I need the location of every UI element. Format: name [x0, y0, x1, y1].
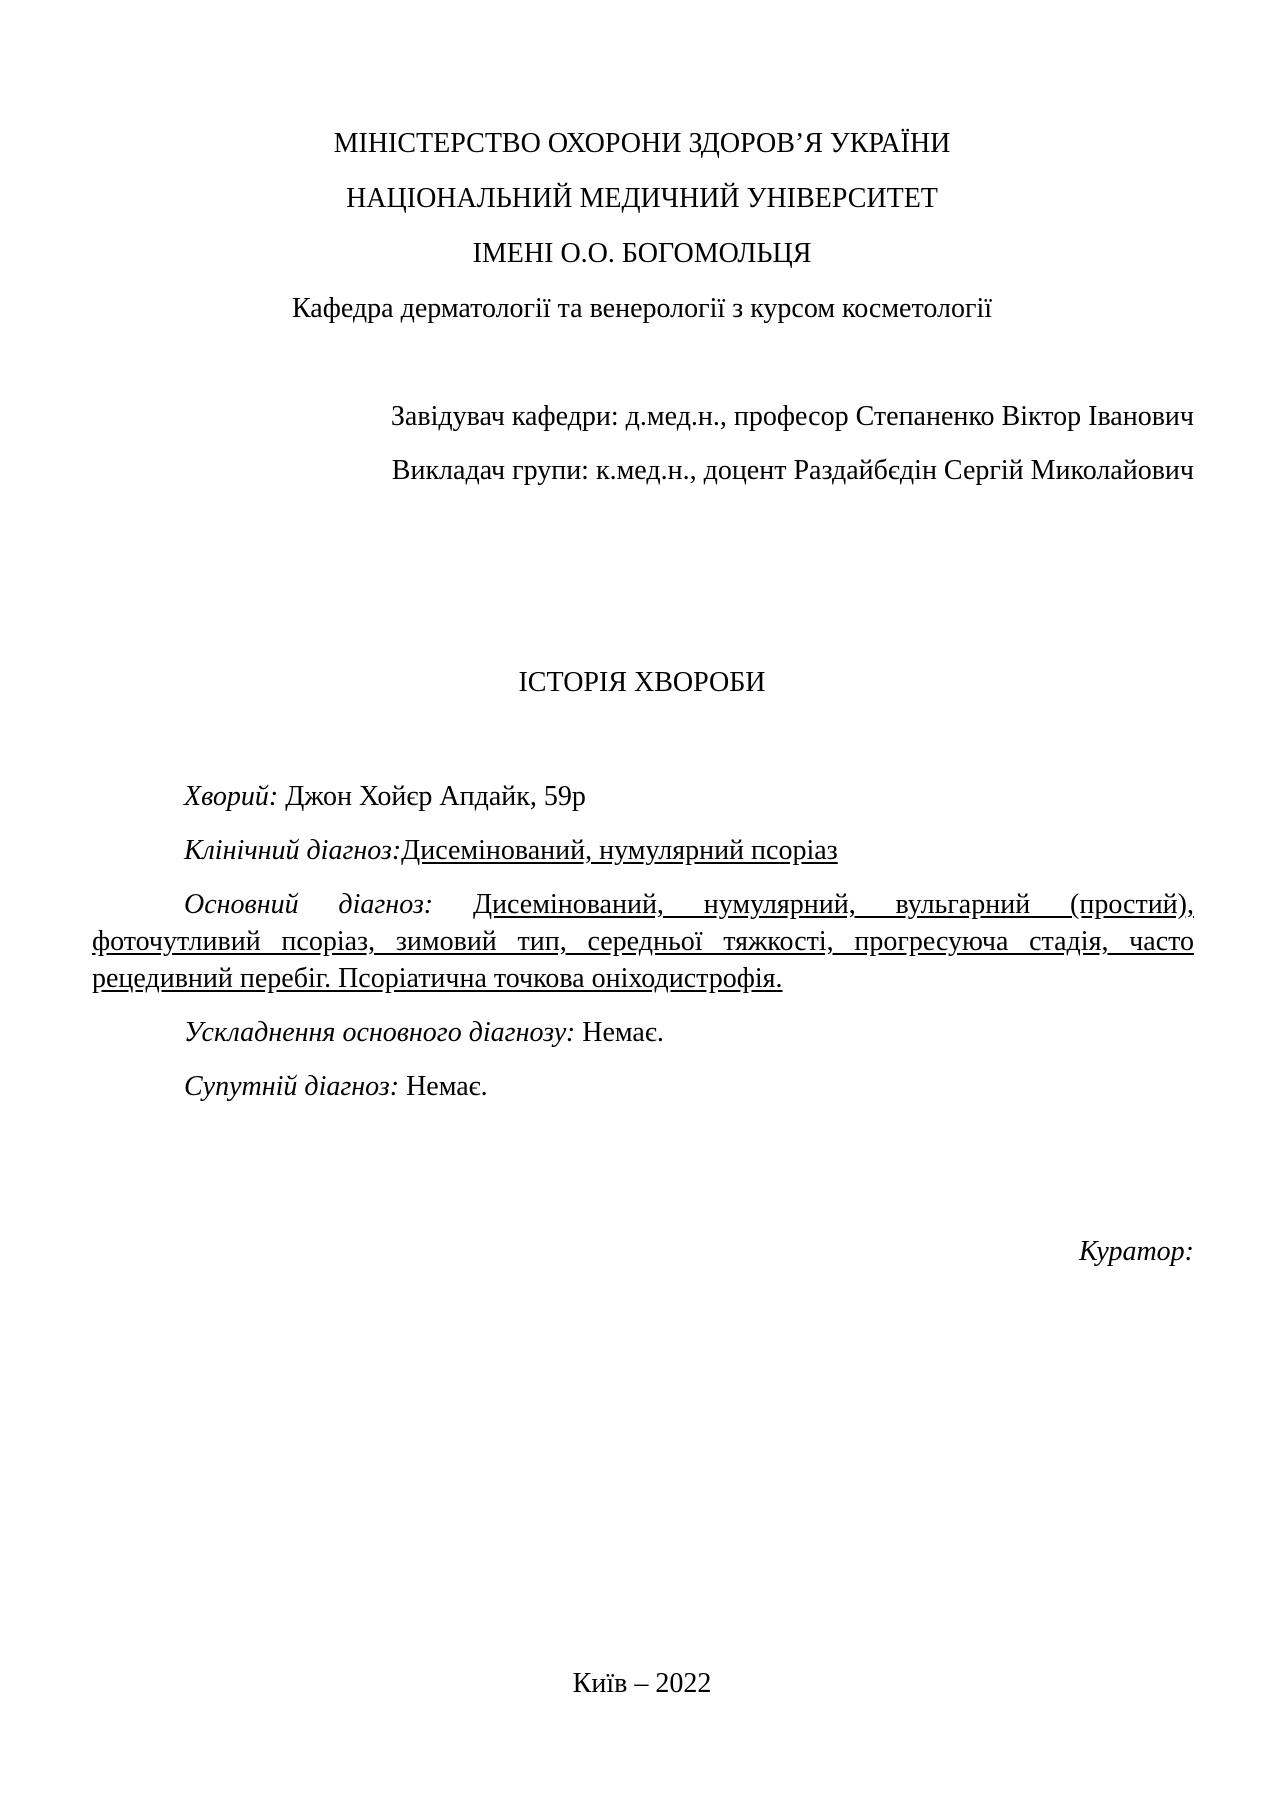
university-name-continued: ІМЕНІ О.О. БОГОМОЛЬЦЯ	[472, 238, 812, 269]
main-diagnosis-value: Дисемінований, нумулярний, вульгарний (простий), фоточутливий псоріаз, зимовий тип, середньої тяжкості, прогресуюча стадія, часто рецедивний перебіг. Псоріатична точкова оніходистрофія.	[92, 889, 1194, 994]
clinical-diagnosis-value: Дисемінований, нумулярний псоріаз	[401, 835, 838, 866]
main-diagnosis-paragraph	[92, 886, 1194, 997]
comorbid-diagnosis-line	[92, 1068, 1194, 1105]
signatories-block	[391, 390, 1194, 498]
head-of-department: Завідувач кафедри: д.мед.н., професор Степаненко Віктор Іванович	[390, 401, 1194, 432]
diagnosis-section	[92, 778, 1194, 1122]
patient-label: Хворий:	[184, 781, 279, 812]
complications-label: Ускладнення основного діагнозу:	[184, 1017, 576, 1048]
comorbid-diagnosis-label: Супутній діагноз:	[184, 1071, 400, 1102]
complications-value: Немає.	[575, 1017, 664, 1048]
clinical-diagnosis-line	[92, 832, 1194, 869]
group-teacher: Викладач групи: к.мед.н., доцент Раздайбєдін Сергій Миколайович	[391, 455, 1194, 486]
clinical-diagnosis-label: Клінічний діагноз:	[184, 835, 402, 866]
main-diagnosis-label: Основний діагноз:	[184, 889, 434, 920]
curator-label: Куратор:	[1079, 1236, 1194, 1267]
document-title: ІСТОРІЯ ХВОРОБИ	[518, 667, 766, 698]
comorbid-diagnosis-value: Немає.	[399, 1071, 488, 1102]
department-name: Кафедра дерматології та венерології з курсом косметології	[292, 293, 992, 324]
city-year-footer: Київ – 2022	[572, 1668, 712, 1699]
ministry-name: МІНІСТЕРСТВО ОХОРОНИ ЗДОРОВ’Я УКРАЇНИ	[333, 128, 951, 159]
university-name: НАЦІОНАЛЬНИЙ МЕДИЧНИЙ УНІВЕРСИТЕТ	[346, 183, 938, 214]
patient-value: Джон Хойєр Апдайк, 59р	[278, 781, 586, 812]
complications-line	[92, 1014, 1194, 1051]
patient-line	[92, 778, 1194, 815]
institution-header	[0, 116, 1280, 336]
